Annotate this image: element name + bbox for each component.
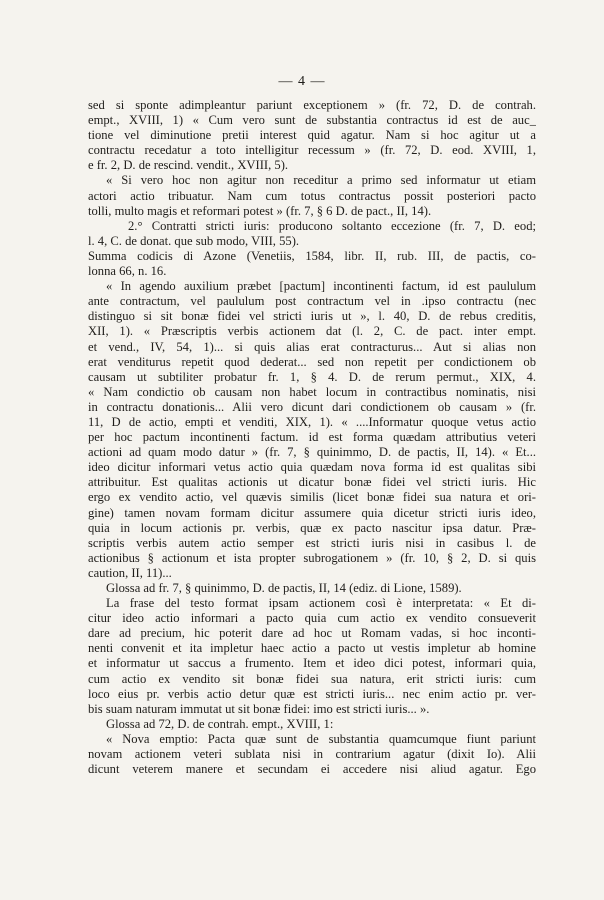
text-line: actionibus § actionum et ista propter subrogationem » (fr. 10, § 2, D. si quis [88,550,536,565]
text-line: Glossa ad fr. 7, § quinimmo, D. de pactis, II, 14 (ediz. di Lione, 1589). [106,581,462,595]
text-line: lonna 66, n. 16. [88,264,167,279]
text-line: et vend., IV, 54, 1)... si quis alias erat contracturus... Aut si alias non [88,339,536,354]
page-number: — 4 — [278,74,326,89]
text-line: ante contractum, vel paululum post contractum vel in .ipso contractu (nec [88,294,536,309]
text-line: l. 4, C. de donat. que sub modo, VIII, 55). [88,233,300,248]
text-line: erat venditurus repetit quod dederat... sed non repetit per condictionem ob [88,354,536,369]
text-line: tolli, multo magis et reformari potest » (fr. 7, § 6 D. de pact., II, 14). [88,203,432,218]
text-line: « Nova emptio: Pacta quæ sunt de substantia quamcumque fiunt pariunt [106,731,536,746]
text-line: quia in locum actionis pr. verbis, quæ ex pacto nascitur ipsa datur. Præ- [88,520,536,535]
text-line: Glossa ad 72, D. de contrah. empt., XVIII, 1: [106,716,334,731]
text-line: La frase del testo format ipsam actionem così è interpretata: « Et di- [106,596,536,611]
text-line: in contractu donationis... Alii vero dicunt dari condictionem ob causam » (fr. [88,399,536,414]
text-line: distinguo si sit bonæ fidei vel stricti iuris ut », l. 40, D. de rebus creditis, [88,309,536,324]
text-line: « Nam condictio ob causam non habet locum in contractibus nominatis, nisi [88,384,536,399]
text-line: ergo ex vendito actio, vel quævis similis (licet bonæ fidei sua natura et ori- [88,490,536,505]
text-line: e fr. 2, D. de rescind. vendit., XVIII, 5). [88,158,289,173]
text-line: XII, 1). « Præscriptis verbis actionem dat (l. 2, C. de pact. inter empt. [88,324,536,339]
text-line: nenti convenit et ita impletur haec actio a pacto ut vestis impletur ab homine [88,641,536,656]
text-line: per hoc pactum incontinenti factum. id est forma quædam attributius veteri [88,430,536,445]
text-line: sed si sponte adimpleantur pariunt exceptionem » (fr. 72, D. de contrah. [88,98,536,112]
text-line: dicunt veterem manere et secundam ei accedere nisi aliud agatur. Ego [88,762,536,777]
text-line: scriptis verbis autem actio semper est stricti iuris nisi in casibus l. de [88,535,536,550]
text-line: actori actio tribuatur. Nam cum totus contractus possit posteriori pacto [88,188,536,203]
text-line: Summa codicis di Azone (Venetiis, 1584, libr. II, rub. III, de pactis, co- [88,248,536,263]
text-line: novam actionem veteri sublata nisi in contrarium agatur (dixit Io). Alii [88,747,536,762]
text-line: 2.° Contratti stricti iuris: producono soltanto eccezione (fr. 7, D. eod; [128,218,536,233]
text-line: attribuitur. Est qualitas actionis ut dicatur bonæ fidei vel stricti iuris. Hic [88,475,536,490]
text-line: loco eius pr. verbis actio detur quæ est stricti iuris... nec enim actio pr. ver- [88,686,536,701]
body-text [88,98,536,777]
text-line: et informatur ut saccus a frumento. Item et ideo dici potest, informari quia, [88,656,536,671]
text-line: 11, D de actio, empti et venditi, XIX, 1). « ....Informatur quoque vetus actio [88,414,536,429]
text-line: « In agendo auxilium præbet [pactum] incontinenti factum, id est paululum [106,279,536,294]
text-line: caution, II, 11)... [88,565,172,580]
text-line: bis suam naturam immutat ut sit bonæ fidei: imo est stricti iuris... ». [88,701,430,716]
text-line: actioni ad quam modo datur » (fr. 7, § quinimmo, D. de pactis, II, 14). « Et... [88,445,536,460]
text-line: « Si vero hoc non agitur non receditur a primo sed informatur ut etiam [106,173,536,188]
text-line: cum actio ex vendito sit bonæ fidei sua natura, erit stricti iuris: cum [88,671,536,686]
text-line: ideo dicitur informari vetus actio quia quædam nova forma id est qualitas sibi [88,460,536,475]
text-line: causam ut subtiliter probatur fr. 1, § 4. D. de rerum permut., XIX, 4. [88,369,536,384]
text-line: dare ad precium, hic poterit dare ad hoc ut Romam vadas, si hoc inconti- [88,626,536,641]
text-line: tione vel diminutione pretii interest quid agatur. Nam si hoc agitur ut a [88,128,536,143]
text-line: contractu recedatur a toto intelligitur recessum » (fr. 72, D. eod. XVIII, 1, [88,143,536,158]
text-line: citur ideo actio informari a pacto quia cum actio ex vendito consueverit [88,611,536,626]
text-line: empt., XVIII, 1) « Cum vero sunt de substantia contractus id est de auc_ [88,113,536,128]
text-line: gine) tamen novam formam dicitur assumere quia dicetur stricti iuris ideo, [88,505,536,520]
